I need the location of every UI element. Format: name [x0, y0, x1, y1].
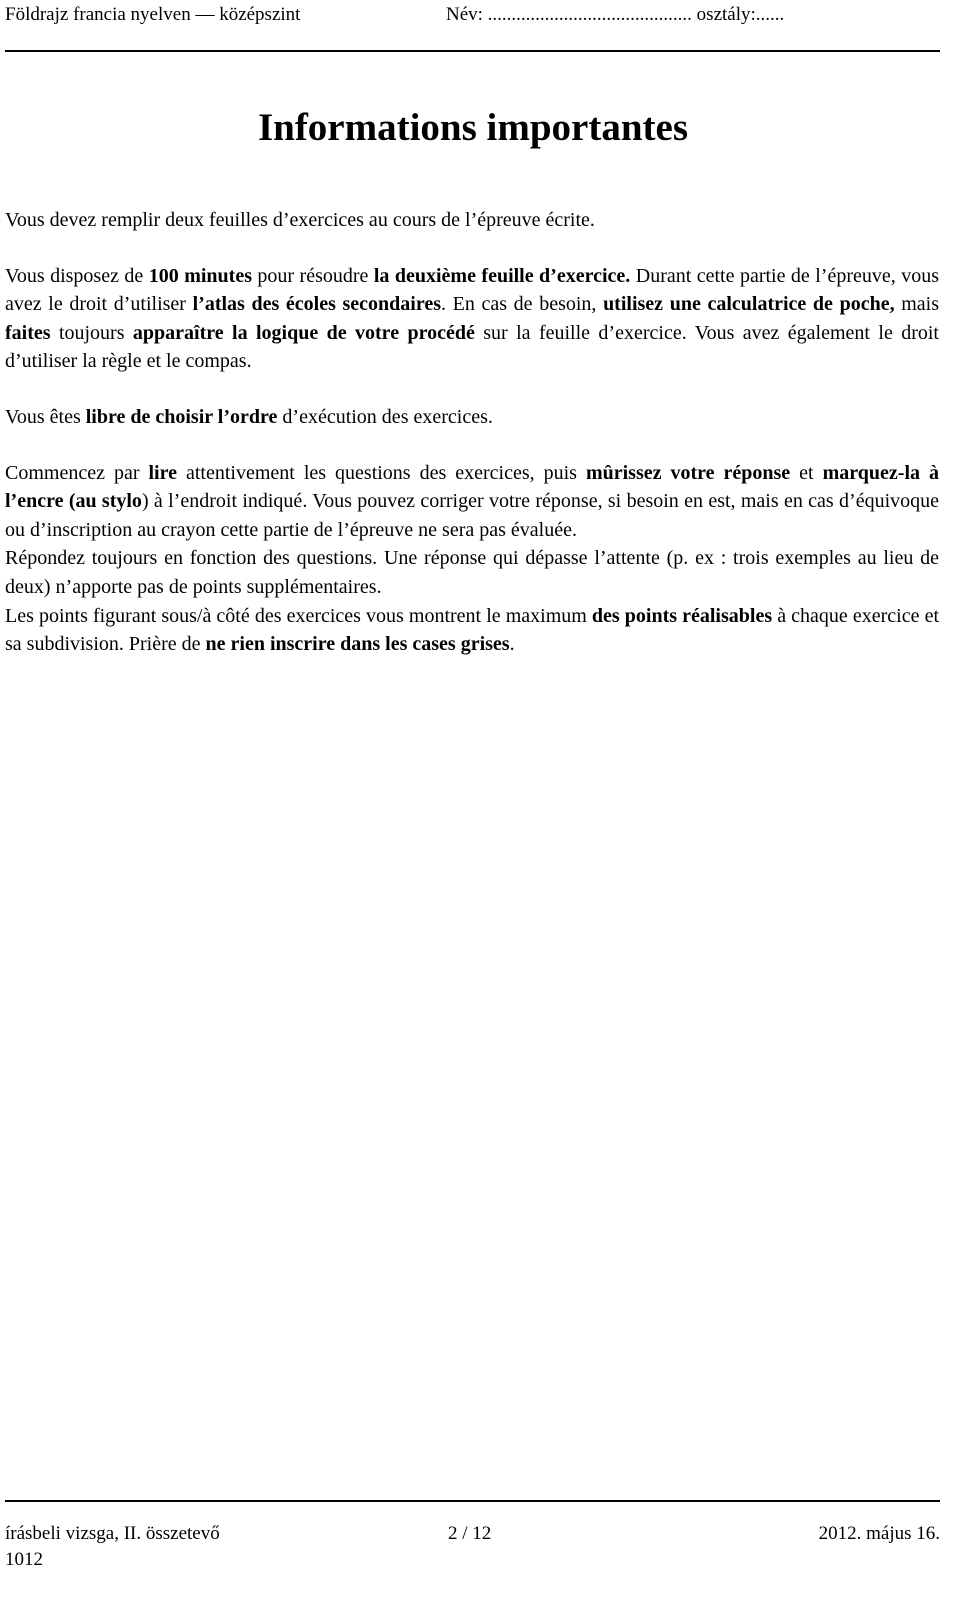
paragraph-sheets: Vous devez remplir deux feuilles d’exercices au cours de l’épreuve écrite.: [5, 209, 595, 231]
page-title: Informations importantes: [257, 106, 689, 149]
page-footer: [5, 1500, 940, 1570]
footer-rule: [5, 1500, 940, 1502]
footer-exam-code: 1012: [5, 1549, 43, 1570]
paragraph-order: Vous êtes libre de choisir l’ordre d’exécution des exercices.: [5, 405, 493, 428]
footer-page-number: 2 / 12: [448, 1523, 492, 1544]
instructions-body: [5, 206, 939, 659]
page-header: [5, 2, 940, 50]
paragraph-responses: Répondez toujours en fonction des questions. Une réponse qui dépasse l’attente (p. ex : trois exemples au lieu de deux) n’apporte pas de points supplémentaires.: [5, 547, 939, 598]
footer-date: 2012. május 16.: [818, 1523, 940, 1544]
paragraph-answering: Commencez par lire attentivement les questions des exercices, puis mûrissez votre réponse et marquez-la à l’encre (au stylo) à l’endroit indiqué. Vous pouvez corriger votre réponse, si besoin en est, mais en cas d’équivoque ou d’inscription au crayon cette partie de l’épreuve ne sera pas évaluée.: [5, 461, 939, 541]
header-subject: Földrajz francia nyelven — középszint: [5, 4, 301, 25]
header-rule: [5, 50, 940, 52]
header-name-class-field: Név: ........................................... osztály:......: [446, 4, 785, 25]
footer-exam-label: írásbeli vizsga, II. összetevő: [5, 1523, 220, 1544]
paragraph-points: Les points figurant sous/à côté des exercices vous montrent le maximum des points réalisables à chaque exercice et sa subdivision. Prière de ne rien inscrire dans les cases grises.: [5, 604, 940, 656]
paragraph-duration: Vous disposez de 100 minutes pour résoudre la deuxième feuille d’exercice. Durant cette partie de l’épreuve, vous avez le droit d’utiliser l’atlas des écoles secondaires. En cas de besoin, utilisez une calculatrice de poche, mais faites toujours apparaître la logique de votre procédé sur la feuille d’exercice. Vous avez également le droit d’utiliser la règle et le compas.: [5, 264, 939, 373]
